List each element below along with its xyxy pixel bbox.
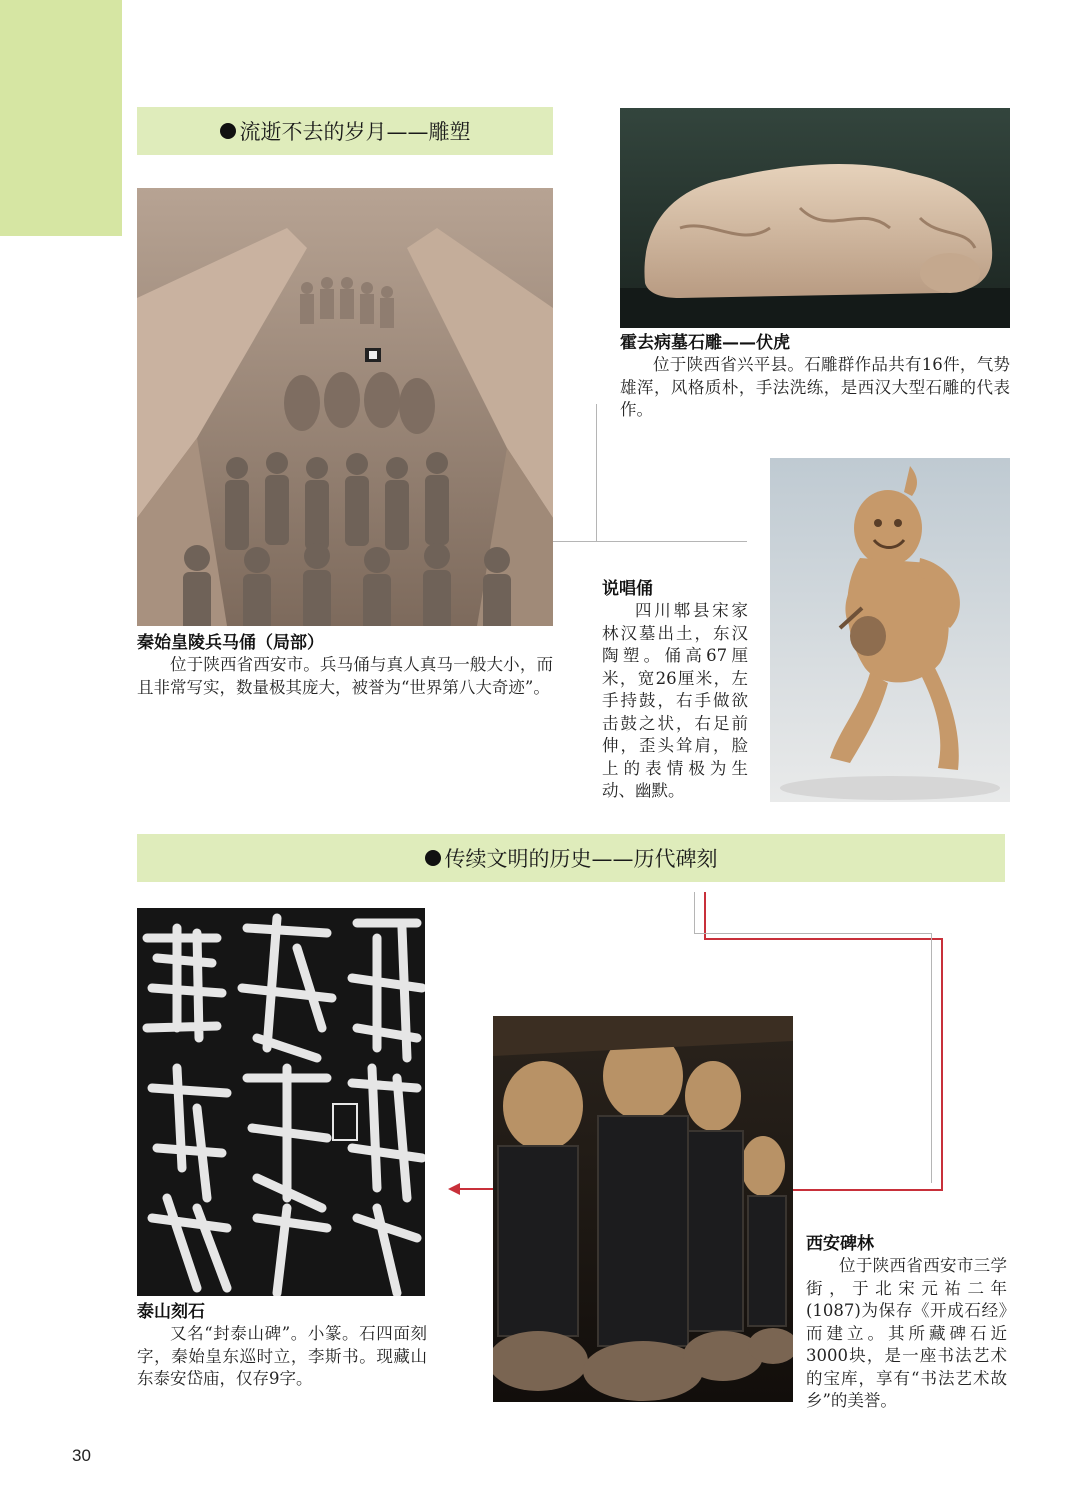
connector-line-red: [460, 1188, 493, 1190]
caption-body-beilin: 位于陕西省西安市三学街，于北宋元祐二年(1087)为保存《开成石经》而建立。其所藏碑石近3000块，是一座书法艺术的宝库，享有“书法艺术故乡”的美誉。: [806, 1256, 1007, 1410]
connector-line-gray: [694, 933, 932, 934]
connector-line-red: [704, 938, 942, 940]
connector-line-gray: [596, 404, 597, 542]
caption-taishan: [137, 1301, 427, 1391]
page-number: 30: [72, 1446, 91, 1465]
caption-body-tiger: 位于陕西省兴平县。石雕群作品共有16件，气势雄浑，风格质朴，手法洗练，是西汉大型石雕的代表作。: [620, 355, 1010, 419]
bullet-icon: [425, 850, 441, 866]
taishan-rubbing-photo: [137, 908, 425, 1296]
caption-title-terracotta: 秦始皇陵兵马俑（局部）: [137, 633, 324, 653]
terracotta-army-photo: [137, 188, 553, 626]
arrow-left-icon: [448, 1183, 460, 1195]
caption-title-beilin: 西安碑林: [806, 1234, 874, 1254]
section-title-sculpture: 流逝不去的岁月——雕塑: [239, 120, 471, 144]
caption-body-taishan: 又名“封泰山碑”。小篆。石四面刻字，秦始皇东巡时立，李斯书。现藏山东泰安岱庙，仅存9字。: [137, 1324, 427, 1388]
connector-line-red: [793, 1189, 943, 1191]
caption-title-tiger: 霍去病墓石雕——伏虎: [620, 333, 790, 353]
connector-line-red: [941, 938, 943, 1190]
caption-tiger: [620, 332, 1010, 422]
connector-line-red: [704, 892, 706, 939]
section-header-stele: [137, 834, 1005, 882]
storyteller-figurine-photo: [770, 458, 1010, 802]
caption-title-storyteller: 说唱俑: [602, 579, 653, 599]
caption-body-storyteller: 四川郫县宋家林汉墓出土，东汉陶塑。俑高67厘米，宽26厘米，左手持鼓，右手做欲击鼓之状，右足前伸，歪头耸肩，脸上的表情极为生动、幽默。: [602, 601, 748, 800]
xian-beilin-photo: [493, 1016, 793, 1402]
bullet-icon: [220, 123, 236, 139]
connector-line-gray: [931, 933, 932, 1183]
caption-title-taishan: 泰山刻石: [137, 1302, 205, 1322]
section-title-stele: 传续文明的历史——历代碑刻: [444, 847, 718, 871]
side-tab: [0, 0, 122, 236]
caption-terracotta: [137, 632, 553, 699]
connector-line-gray: [694, 892, 695, 934]
caption-body-terracotta: 位于陕西省西安市。兵马俑与真人真马一般大小，而且非常写实，数量极其庞大，被誉为“世界第八大奇迹”。: [137, 655, 553, 697]
connector-line-gray: [553, 541, 747, 542]
section-header-sculpture: [137, 107, 553, 155]
caption-storyteller: [602, 578, 748, 803]
caption-beilin: [806, 1233, 1007, 1413]
stone-tiger-photo: [620, 108, 1010, 328]
